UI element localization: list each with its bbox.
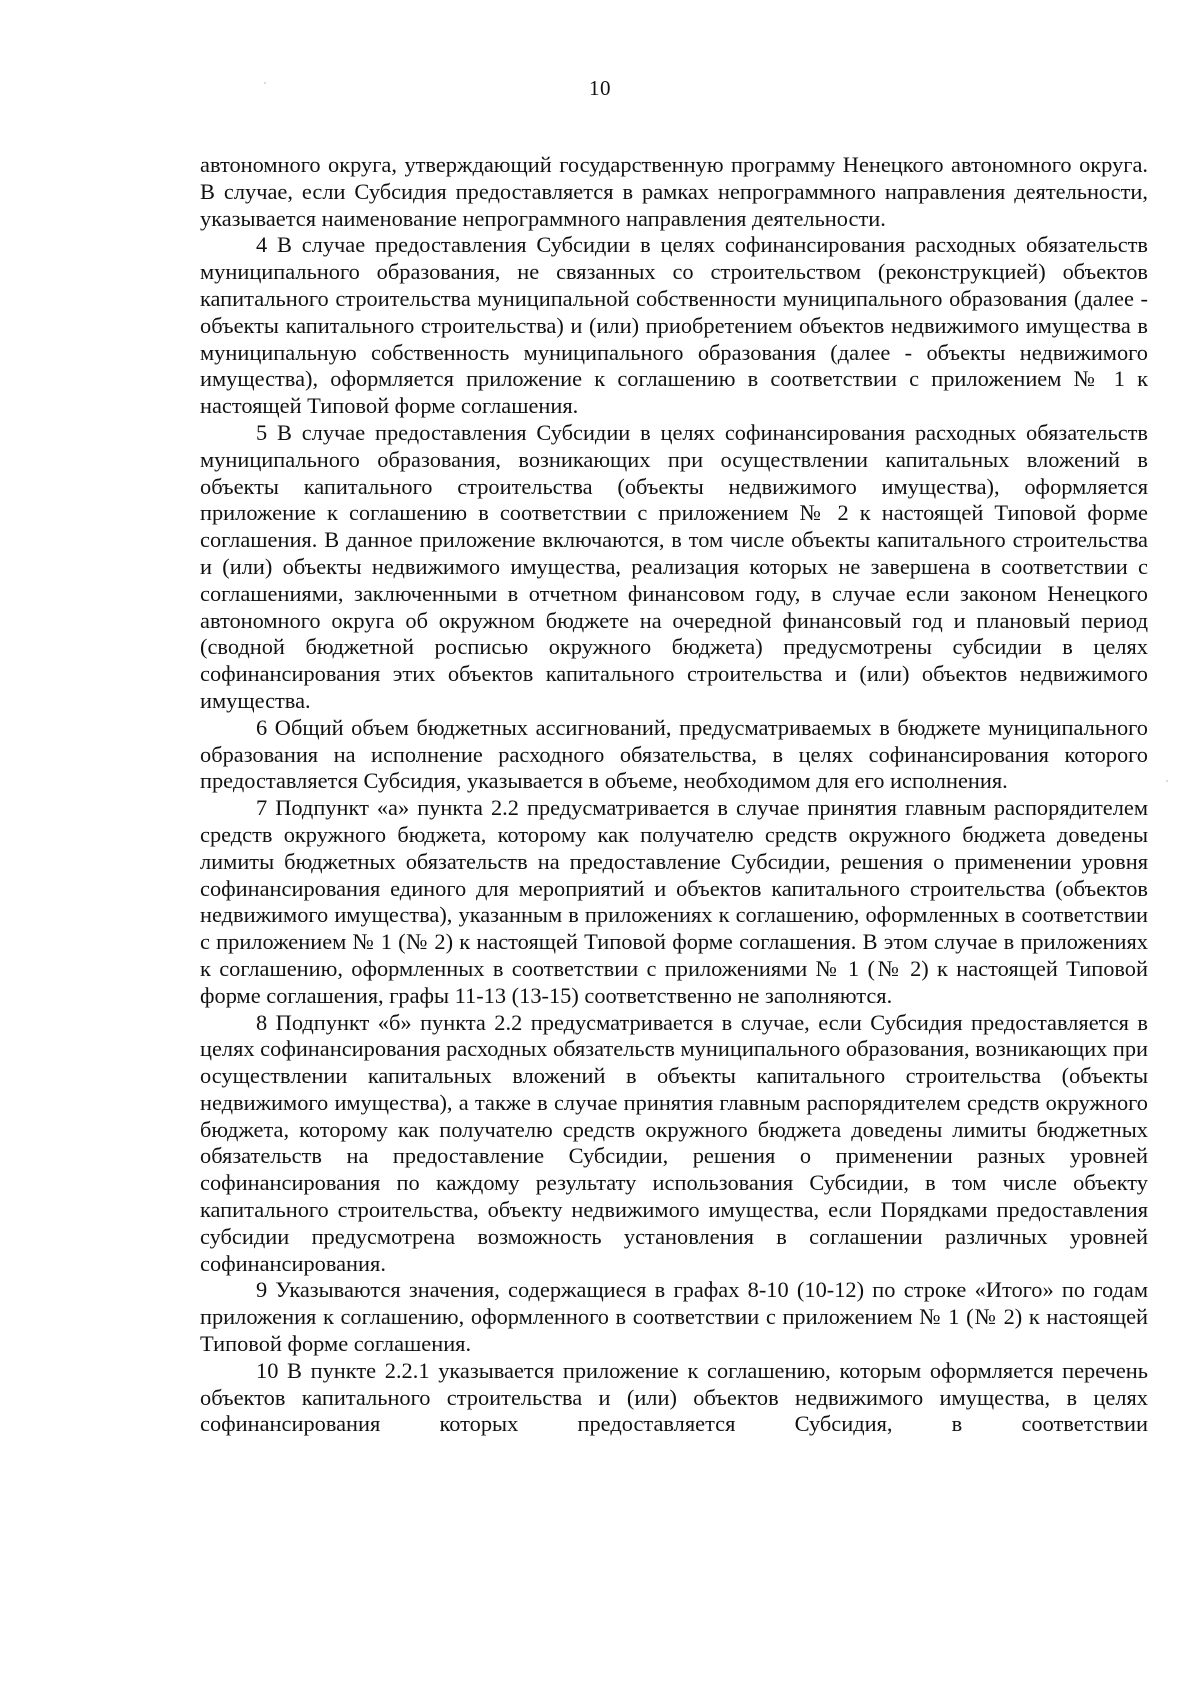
page-number: 10 [589, 76, 611, 100]
footnote-4: 4 В случае предоставления Субсидии в целях софинансирования расходных обязательств муниципального образования, не связанных со строительством (реконструкцией) объектов капитального строительства муниципальной собственности муниципального образования (далее - объекты капитального строительства) и (или) приобретением объектов недвижимого имущества в муниципальную собственность муниципального образования (далее - объекты недвижимого имущества), оформляется приложение к соглашению в соответствии с приложением № 1 к настоящей Типовой форме соглашения. [200, 232, 1148, 419]
footnote-6: 6 Общий объем бюджетных ассигнований, предусматриваемых в бюджете муниципального образования на исполнение расходного обязательства, в целях софинансирования которого предоставляется Субсидия, указывается в объеме, необходимом для его исполнения. [200, 714, 1148, 794]
footnote-7: 7 Подпункт «а» пункта 2.2 предусматривается в случае принятия главным распорядителем средств окружного бюджета, которому как получателю средств окружного бюджета доведены лимиты бюджетных обязательств на предоставление Субсидии, решения о применении уровня софинансирования единого для мероприятий и объектов капитального строительства (объектов недвижимого имущества), указанным в приложениях к соглашению, оформленных в соответствии с приложением № 1 (№ 2) к настоящей Типовой форме соглашения. В этом случае в приложениях к соглашению, оформленных в соответствии с приложениями № 1 (№ 2) к настоящей Типовой форме соглашения, графы 11-13 (13-15) соответственно не заполняются. [200, 795, 1148, 1008]
document-body [200, 152, 1148, 1438]
footnote-5: 5 В случае предоставления Субсидии в целях софинансирования расходных обязательств муниципального образования, возникающих при осуществлении капитальных вложений в объекты капитального строительства (объекты недвижимого имущества), оформляется приложение к соглашению в соответствии с приложением № 2 к настоящей Типовой форме соглашения. В данное приложение включаются, в том числе объекты капитального строительства и (или) объекты недвижимого имущества, реализация которых не завершена в соответствии с соглашениями, заключенными в отчетном финансовом году, в случае если законом Ненецкого автономного округа об окружном бюджете на очередной финансовый год и плановый период (сводной бюджетной росписью окружного бюджета) предусмотрены субсидии в целях софинансирования этих объектов капитального строительства и (или) объектов недвижимого имущества. [200, 419, 1148, 713]
scan-speck [1166, 780, 1168, 782]
paragraph-continuation: автономного округа, утверждающий государственную программу Ненецкого автономного округа. В случае, если Субсидия предоставляется в рамках непрограммного направления деятельности, указывается наименование непрограммного направления деятельности. [200, 152, 1148, 231]
footnote-10: 10 В пункте 2.2.1 указывается приложение к соглашению, которым оформляется перечень объектов капитального строительства и (или) объектов недвижимого имущества, в целях софинансирования которых предоставляется Субсидия, в соответствии [200, 1357, 1148, 1437]
footnote-8: 8 Подпункт «б» пункта 2.2 предусматривается в случае, если Субсидия предоставляется в целях софинансирования расходных обязательств муниципального образования, возникающих при осуществлении капитальных вложений в объекты капитального строительства (объекты недвижимого имущества), а также в случае принятия главным распорядителем средств окружного бюджета, которому как получателю средств окружного бюджета доведены лимиты бюджетных обязательств на предоставление Субсидии, решения о применении разных уровней софинансирования по каждому результату использования Субсидии, в том числе объекту капитального строительства, объекту недвижимого имущества, если Порядками предоставления субсидии предусмотрена возможность установления в соглашении различных уровней софинансирования. [200, 1009, 1149, 1276]
footnote-9: 9 Указываются значения, содержащиеся в графах 8-10 (10-12) по строке «Итого» по годам приложения к соглашению, оформленного в соответствии с приложением № 1 (№ 2) к настоящей Типовой форме соглашения. [200, 1277, 1148, 1357]
scan-speck [264, 82, 266, 84]
